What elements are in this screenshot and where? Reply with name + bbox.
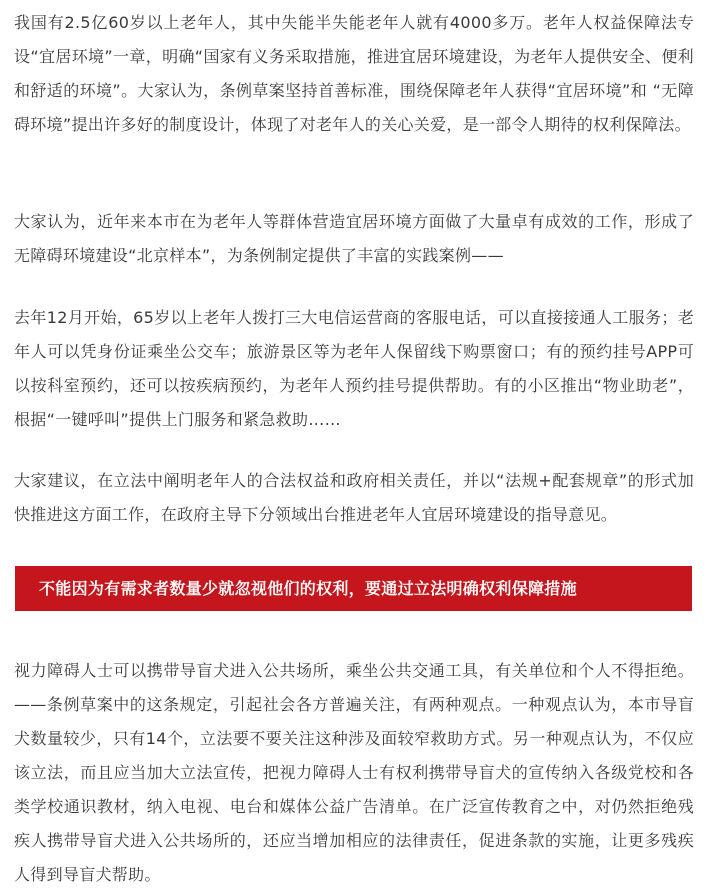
paragraph-legislative-suggestions: 大家建议，在立法中阐明老年人的合法权益和政府相关责任，并以“法规+配套规章”的形式加快推进这方面工作，在政府主导下分领域出台推进老年人宜居环境建设的指导意见。 xyxy=(14,471,694,524)
paragraph-practice-cases: 去年12月开始，65岁以上老年人拨打三大电信运营商的客服电话，可以直接接通人工服务；老年人可以凭身份证乘坐公交车；旅游景区等为老年人保留线下购票窗口；有的预约挂号APP可以按科室预约，还可以按疾病预约，为老年人预约挂号提供帮助。有的小区推出“物业助老”，根据“一键呼叫”提供上门服务和紧急救助…… xyxy=(14,308,694,429)
paragraph-beijing-sample: 大家认为，近年来本市在为老年人等群体营造宜居环境方面做了大量卓有成效的工作，形成了无障碍环境建设“北京样本”，为条例制定提供了丰富的实践案例—— xyxy=(14,212,694,265)
section-heading-banner: 不能因为有需求者数量少就忽视他们的权利，要通过立法明确权利保障措施 xyxy=(15,566,692,611)
paragraph-elderly-population: 我国有2.5亿60岁以上老年人，其中失能半失能老年人就有4000多万。老年人权益保障法专设“宜居环境”一章，明确“国家有义务采取措施，推进宜居环境建设，为老年人提供安全、便利和舒适的环境”。大家认为，条例草案坚持首善标准，围绕保障老年人获得“宜居环境”和 “无障碍环境”提出许多好的制度设计，体现了对老年人的关心关爱，是一部令人期待的权利保障法。 xyxy=(14,13,694,134)
paragraph-guide-dogs: 视力障碍人士可以携带导盲犬进入公共场所，乘坐公共交通工具，有关单位和个人不得拒绝。——条例草案中的这条规定，引起社会各方普遍关注，有两种观点。一种观点认为，本市导盲犬数量较少，只有14个，立法要不要关注这种涉及面较窄救助方式。另一种观点认为，不仅应该立法，而且应当加大立法宣传，把视力障碍人士有权利携带导盲犬的宣传纳入各级党校和各类学校通识教材，纳入电视、电台和媒体公益广告清单。在广泛宣传教育之中，对仍然拒绝残疾人携带导盲犬进入公共场所的，还应当增加相应的法律责任，促进条款的实施，让更多残疾人得到导盲犬帮助。 xyxy=(14,661,694,884)
